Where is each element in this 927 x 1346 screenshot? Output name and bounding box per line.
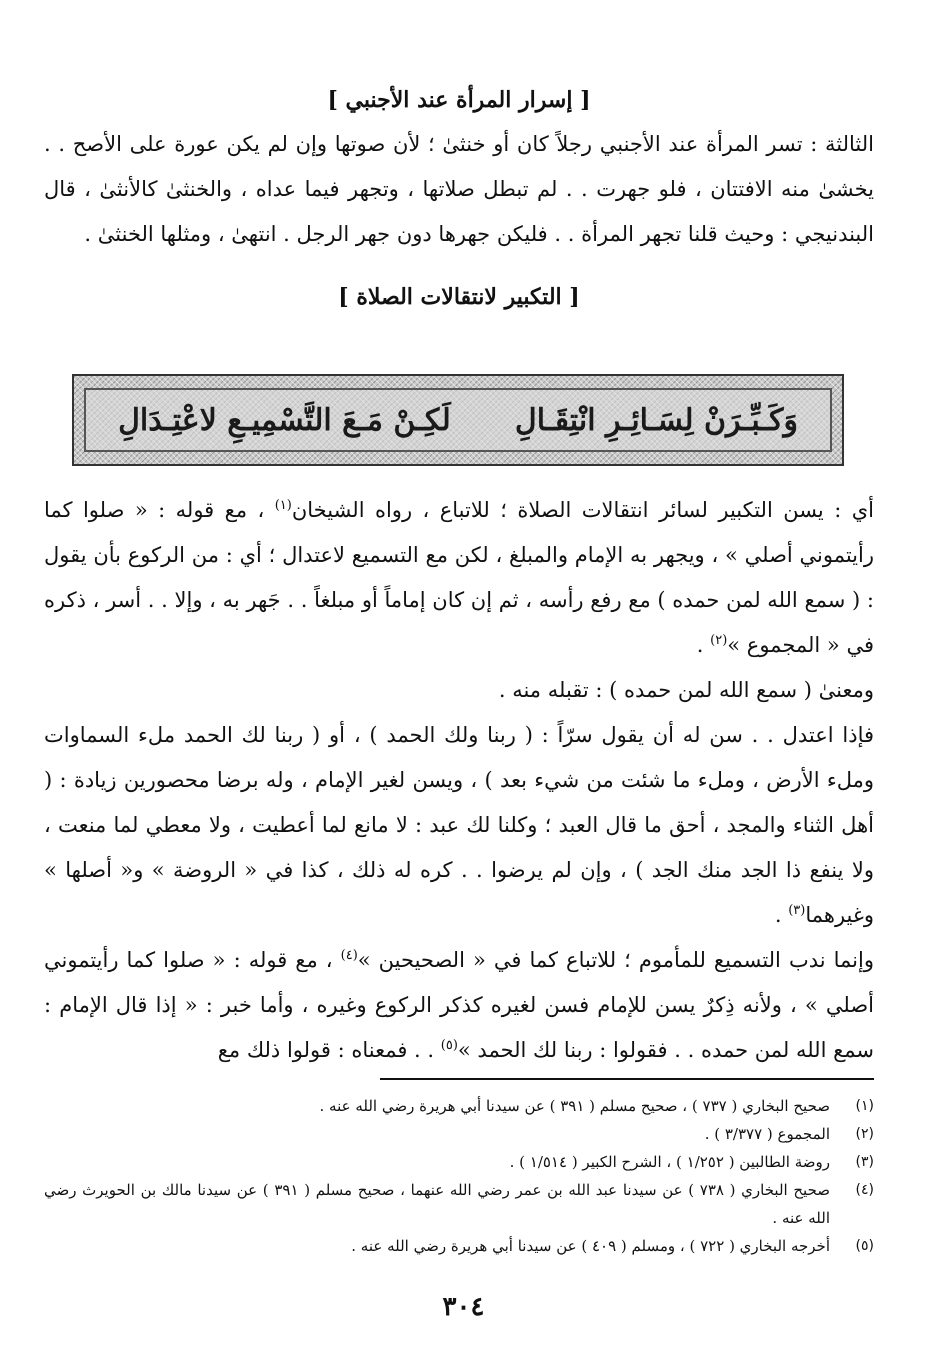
footnote-number: (٢) bbox=[855, 1126, 874, 1142]
paragraph-5-text-c: . . فمعناه : قولوا ذلك مع bbox=[217, 1038, 441, 1062]
section-heading-1: [ إسرار المرأة عند الأجنبي ] bbox=[327, 87, 591, 113]
footnote-text: صحيح البخاري ( ٧٣٧ ) ، صحيح مسلم ( ٣٩١ ) عن سيدنا أبي هريرة رضي الله عنه . bbox=[319, 1097, 830, 1115]
paragraph-4 bbox=[44, 713, 874, 938]
footnote-text: صحيح البخاري ( ٧٣٨ ) عن سيدنا عبد الله بن عمر رضي الله عنهما ، صحيح مسلم ( ٣٩١ ) عن سيدنا مالك بن الحويرث رضي الله عنه . bbox=[44, 1181, 830, 1227]
footnote-ref-3[interactable]: (٣) bbox=[788, 903, 806, 918]
paragraph-5 bbox=[44, 938, 874, 1073]
paragraph-4-text-a: فإذا اعتدل . . سن له أن يقول سرّاً : ( ربنا ولك الحمد ) ، أو ( ربنا لك الحمد ملء السماوات وملء الأرض ، وملء ما شئت من شيء بعد ) ، ويسن لغير الإمام ، وله برضا محصورين زيادة : ( أهل الثناء والمجد ، أحق ما قال العبد ؛ وكلنا لك عبد : لا مانع لما أعطيت ، ولا معطي لما منعت ، ولا ينفع ذا الجد منك الجد ) ، وإن لم يرضوا . . كره له ذلك ، كذا في « الروضة » و« أصلها » وغيرهما bbox=[44, 723, 874, 927]
paragraph-2 bbox=[44, 488, 874, 668]
paragraph-5-text-b: ، مع قوله : « صلوا كما رأيتموني أصلي » ، ولأنه ذِكرٌ يسن للإمام فسن لغيره كذكر الركوع وغيره ، وأما خبر : « إذا قال الإمام : سمع الله لمن حمده . . فقولوا : ربنا لك الحمد » bbox=[44, 948, 874, 1062]
paragraph-2-text-c: . bbox=[696, 633, 711, 657]
verse-part-2: لَكِـنْ مَـعَ التَّسْمِيـعِ لاعْتِـدَالِ bbox=[118, 402, 451, 438]
footnotes bbox=[44, 1092, 874, 1260]
page-body-2 bbox=[44, 488, 874, 1073]
paragraph-5-text-a: وإنما ندب التسميع للمأموم ؛ للاتباع كما في « الصحيحين » bbox=[357, 948, 875, 972]
verse-part-1: وَكَـبِّـرَنْ لِسَـائِـرِ انْتِقَـالِ bbox=[514, 402, 798, 438]
footnote-text: روضة الطالبين ( ١/٢٥٢ ) ، الشرح الكبير ( ١/٥١٤ ) . bbox=[509, 1153, 830, 1171]
section-heading-2: [ التكبير لانتقالات الصلاة ] bbox=[338, 284, 580, 310]
page-number: ٣٠٤ bbox=[442, 1292, 485, 1322]
footnote-ref-2[interactable]: (٢) bbox=[710, 633, 728, 648]
paragraph-3: ومعنىٰ ( سمع الله لمن حمده ) : تقبله منه . bbox=[498, 678, 874, 702]
footnote-ref-4[interactable]: (٤) bbox=[340, 948, 358, 963]
footnote-1 bbox=[44, 1092, 874, 1120]
verse-inner bbox=[84, 388, 832, 452]
footnote-3 bbox=[44, 1148, 874, 1176]
page-body bbox=[44, 80, 874, 315]
paragraph-1: الثالثة : تسر المرأة عند الأجنبي رجلاً كان أو خنثىٰ ؛ لأن صوتها وإن لم يكن عورة على الأصح . . يخشىٰ منه الافتتان ، فلو جهرت . . لم تبطل صلاتها ، وتجهر فيما عداه ، والخنثىٰ كالأنثىٰ ، قال البندنيجي : وحيث قلنا تجهر المرأة . . فليكن جهرها دون جهر الرجل . انتهىٰ ، ومثلها الخنثىٰ . bbox=[44, 132, 874, 246]
footnote-ref-5[interactable]: (٥) bbox=[440, 1038, 458, 1053]
footnote-ref-1[interactable]: (١) bbox=[274, 498, 292, 513]
footnote-number: (٥) bbox=[855, 1238, 874, 1254]
paragraph-2-text-b: ، مع قوله : « صلوا كما رأيتموني أصلي » ، ويجهر به الإمام والمبلغ ، لكن مع التسميع لاعتدال ؛ أي : من الركوع بأن يقول : ( سمع الله لمن حمده ) مع رفع رأسه ، ثم إن كان إماماً أو مبلغاً . . جَهر به ، وإلا . . أسر ، ذكره في « المجموع » bbox=[44, 498, 874, 657]
footnote-5 bbox=[44, 1232, 874, 1260]
footnote-text: المجموع ( ٣/٣٧٧ ) . bbox=[704, 1125, 830, 1143]
footnote-number: (٤) bbox=[855, 1182, 874, 1198]
footnote-number: (٣) bbox=[855, 1154, 874, 1170]
footnote-2 bbox=[44, 1120, 874, 1148]
paragraph-2-text-a: أي : يسن التكبير لسائر انتقالات الصلاة ؛ للاتباع ، رواه الشيخان bbox=[291, 498, 874, 522]
footnote-divider bbox=[380, 1078, 874, 1080]
verse-box bbox=[72, 374, 844, 466]
footnote-text: أخرجه البخاري ( ٧٢٢ ) ، ومسلم ( ٤٠٩ ) عن سيدنا أبي هريرة رضي الله عنه . bbox=[351, 1237, 830, 1255]
footnote-number: (١) bbox=[855, 1098, 874, 1114]
footnote-4 bbox=[44, 1176, 874, 1232]
paragraph-4-text-b: . bbox=[774, 903, 789, 927]
